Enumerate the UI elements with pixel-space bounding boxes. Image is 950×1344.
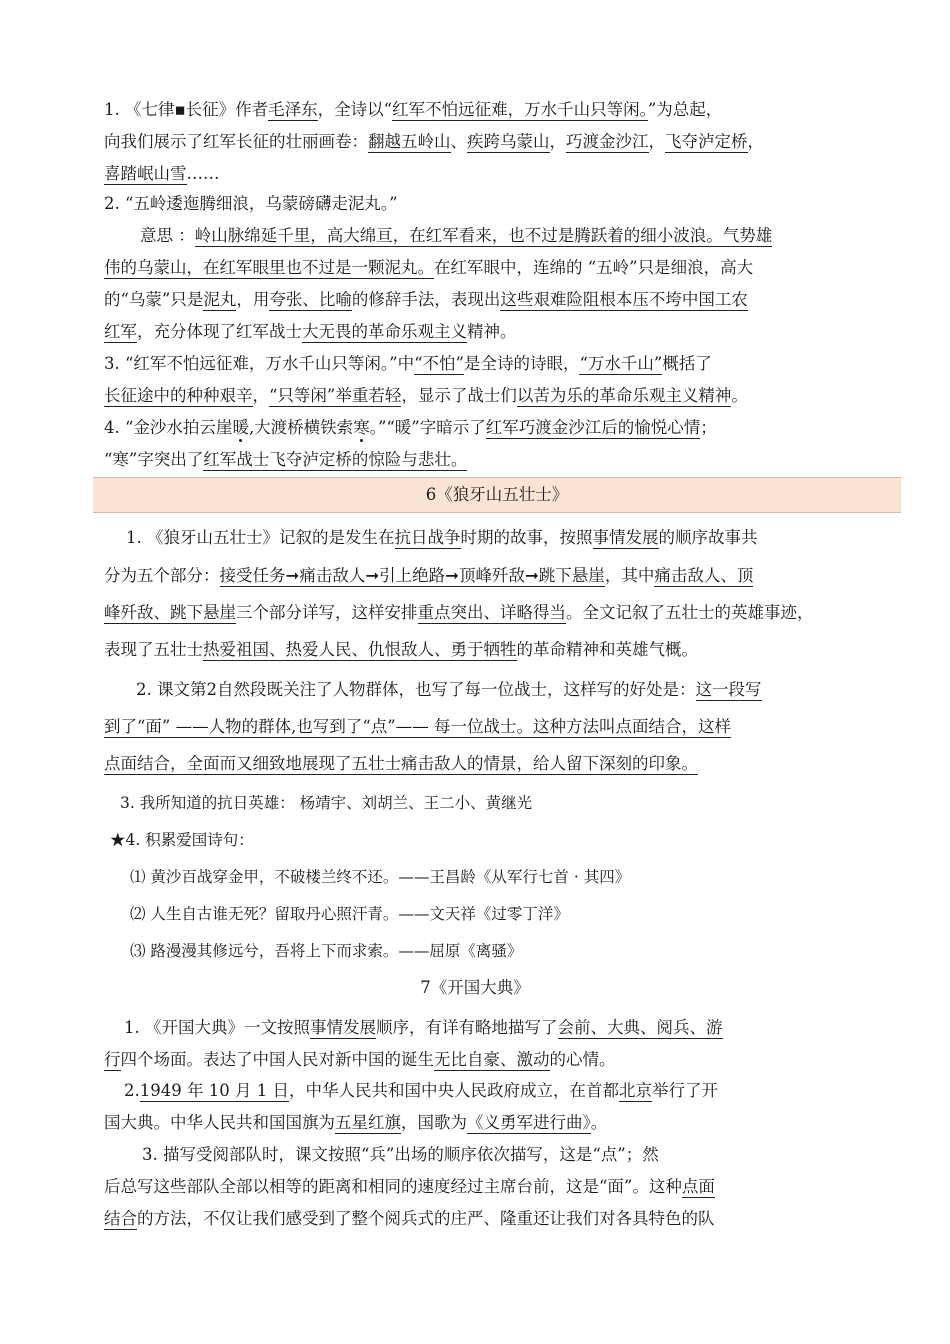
s6-p3: 3. 我所知道的抗日英雄： 杨靖宇、刘胡兰、王二小、黄继光 (120, 794, 533, 812)
s5-p5-line1: 4. “金沙水拍云崖暖,大渡桥横铁索寒。”“暖”字暗示了红军巧渡金沙江后的愉悦心情； (104, 418, 717, 437)
s5-p2: 2. “五岭逶迤腾细浪，乌蒙磅礴走泥丸。” (104, 194, 398, 213)
s5-p4-line1: 3. “红军不怕远征难，万水千山只等闲。”中“不怕”是全诗的诗眼，“万水千山”概括了 (104, 354, 712, 373)
s7-p3-line1: 3. 描写受阅部队时，课文按照“兵”出场的顺序依次描写，这是“点”；然 (142, 1145, 659, 1164)
s5-p3-line3: 的“乌蒙”只是泥丸，用夸张、比喻的修辞手法，表现出这些艰难险阻根本压不垮中国工农 (104, 290, 748, 309)
s7-p2-line2: 国大典。中华人民共和国国旗为五星红旗，国歌为《义勇军进行曲》。 (104, 1113, 608, 1132)
poem-item: ⑵ 人生自古谁无死？留取丹心照汗青。——文天祥《过零丁洋》 (130, 905, 569, 923)
lesson-7-title: 7《开国大典》 (420, 978, 530, 997)
s5-p3-line2: 伟的乌蒙山，在红军眼里也不过是一颗泥丸。在红军眼中，连绵的 “五岭”只是细浪，高大 (104, 258, 754, 277)
s5-p4-line2: 长征途中的种种艰辛，“只等闲”举重若轻，显示了战士们以苦为乐的革命乐观主义精神。 (104, 386, 748, 405)
s6-p2-line2: 到了“面” ——人物的群体,也写到了“点”—— 每一位战士。这种方法叫点面结合，这样 (104, 717, 731, 736)
s7-p1-line2: 行四个场面。表达了中国人民对新中国的诞生无比自豪、激动的心情。 (104, 1050, 616, 1069)
s6-p2-line1: 2. 课文第2自然段既关注了人物群体，也写了每一位战士，这样写的好处是：这一段写 (136, 680, 762, 699)
s5-p3-line4: 红军，充分体现了红军战士大无畏的革命乐观主义精神。 (104, 322, 517, 341)
s6-p1-line3: 峰歼敌、跳下悬崖三个部分详写，这样安排重点突出、详略得当。全文记叙了五壮士的英雄事迹， (104, 603, 814, 622)
lesson-6-title: 6《狼牙山五壮士》 (425, 485, 569, 504)
s6-p2-line3: 点面结合，全面而又细致地展现了五壮士痛击敌人的情景，给人留下深刻的印象。 (104, 754, 698, 773)
s5-p1-line3: 喜踏岷山雪…… (104, 164, 220, 183)
s6-p1-line4: 表现了五壮士热爱祖国、热爱人民、仇恨敌人、勇于牺牲的革命精神和英雄气概。 (104, 640, 698, 659)
s6-p1-line1: 1. 《狼牙山五壮士》记叙的是发生在抗日战争时期的故事，按照事情发展的顺序故事共 (126, 528, 758, 547)
s5-p3-line1: 意思 ：岭山脉绵延千里，高大绵亘，在红军看来，也不过是腾跃着的细小波浪。气势雄 (140, 226, 773, 245)
s6-p1-line2: 分为五个部分：接受任务➞痛击敌人➞引上绝路➞顶峰歼敌➞跳下悬崖，其中痛击敌人、顶 (104, 566, 754, 585)
poem-item: ⑴ 黄沙百战穿金甲，不破楼兰终不还。——王昌龄《从军行七首 · 其四》 (130, 868, 631, 886)
s7-p3-line3: 结合的方法，不仅让我们感受到了整个阅兵式的庄严、隆重还让我们对各具特色的队 (104, 1209, 715, 1228)
s7-p3-line2: 后总写这些部队全部以相等的距离和相同的速度经过主席台前，这是“面”。这种点面 (104, 1177, 715, 1196)
s7-p1-line1: 1. 《开国大典》一文按照事情发展顺序，有详有略地描写了会前、大典、阅兵、游 (124, 1018, 723, 1037)
lesson-6-banner (93, 477, 901, 513)
poem-item: ⑶ 路漫漫其修远兮，吾将上下而求索。——屈原《离骚》 (130, 942, 523, 960)
s6-p4-heading: ★4. 积累爱国诗句： (110, 831, 254, 849)
s5-p1-line1: 1. 《七律▪长征》作者毛泽东，全诗以“红军不怕远征难，万水千山只等闲。”为总起， (104, 100, 723, 119)
s7-p2-line1: 2.1949 年 10 月 1 日，中华人民共和国中央人民政府成立，在首都北京举行了开 (124, 1081, 718, 1100)
s5-p1-line2: 向我们展示了红军长征的壮丽画卷：翻越五岭山、疾跨乌蒙山，巧渡金沙江，飞夺泸定桥， (104, 132, 764, 151)
s5-p5-line2: “寒”字突出了红军战士飞夺泸定桥的惊险与悲壮。 (104, 450, 468, 469)
